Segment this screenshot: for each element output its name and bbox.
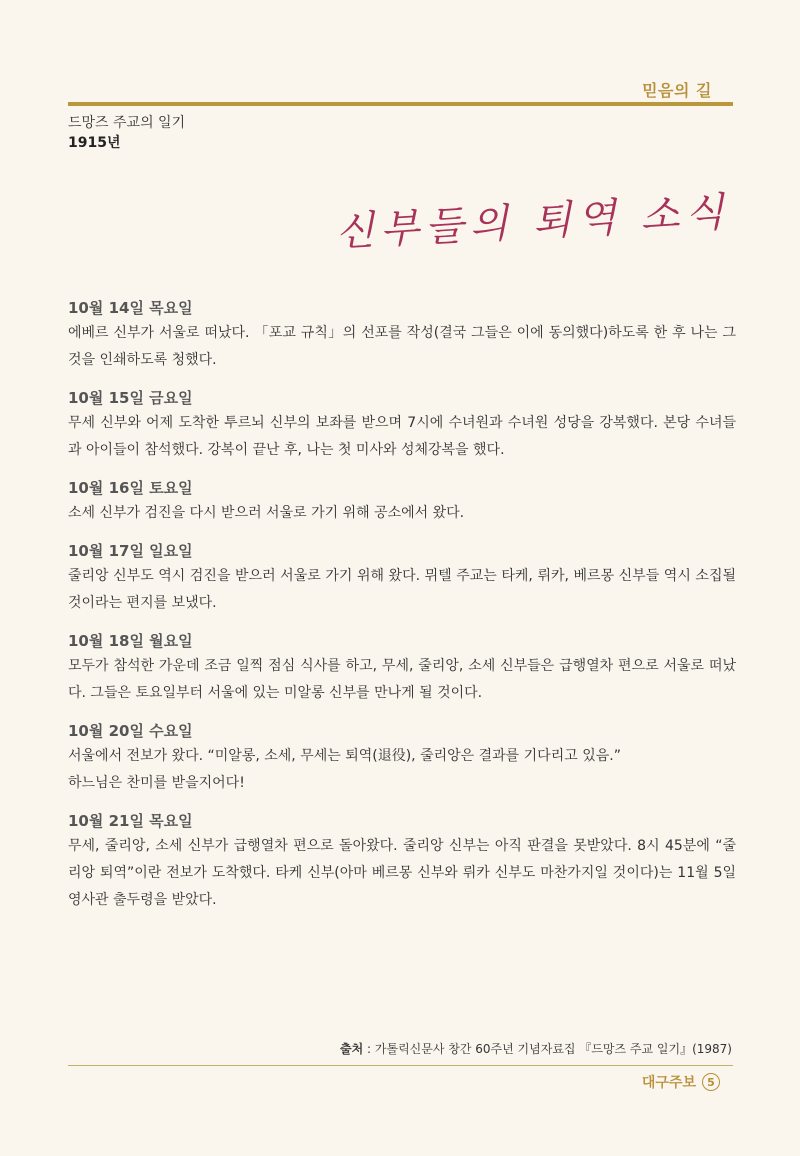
entry-text: 무세, 줄리앙, 소세 신부가 급행열차 편으로 돌아왔다. 줄리앙 신부는 아직 판결을 못받았다. 8시 45분에 “줄리앙 퇴역”이란 전보가 도착했다. 타케 신부(아마 베르몽 신부와 뤼카 신부도 마찬가지일 것이다)는 11월 5일 영사관 출두령을 받았다.	[68, 838, 736, 908]
diary-entry	[68, 719, 736, 797]
entry-date: 10월 21일 목요일	[68, 812, 193, 830]
top-rule	[68, 102, 733, 106]
year-label: 1915년	[68, 135, 121, 151]
publication-name: 대구주보	[641, 1075, 696, 1091]
entry-text: 에베르 신부가 서울로 떠났다. 「포교 규칙」의 선포를 작성(결국 그들은 이에 동의했다)하도록 한 후 나는 그것을 인쇄하도록 청했다.	[68, 325, 736, 368]
entry-date: 10월 18일 월요일	[68, 632, 193, 650]
series-title: 드망즈 주교의 일기	[68, 115, 186, 131]
entry-date: 10월 14일 목요일	[68, 299, 193, 317]
headline: 신부들의 퇴역 소식	[334, 189, 732, 256]
diary-entries	[68, 296, 736, 926]
entry-date: 10월 16일 토요일	[68, 479, 193, 497]
diary-entry	[68, 539, 736, 617]
entry-text: 줄리앙 신부도 역시 검진을 받으러 서울로 가기 위해 왔다. 뮈텔 주교는 타케, 뤼카, 베르몽 신부들 역시 소집될 것이라는 편지를 보냈다.	[68, 568, 736, 611]
source-citation	[340, 1040, 732, 1057]
entry-text: 소세 신부가 검진을 다시 받으러 서울로 가기 위해 공소에서 왔다.	[68, 505, 465, 521]
entry-text: 서울에서 전보가 왔다. “미알롱, 소세, 무세는 퇴역(退役), 줄리앙은 결과를 기다리고 있음.”	[68, 748, 621, 764]
bottom-rule	[68, 1065, 733, 1066]
source-text: : 가톨릭신문사 창간 60주년 기념자료집 『드망즈 주교 일기』(1987)	[363, 1042, 732, 1056]
entry-date: 10월 17일 일요일	[68, 542, 193, 560]
diary-entry	[68, 296, 736, 374]
entry-date: 10월 20일 수요일	[68, 722, 193, 740]
diary-entry	[68, 386, 736, 464]
page-number: 5	[702, 1073, 720, 1091]
section-label: 믿음의 길	[642, 81, 712, 100]
diary-entry	[68, 476, 736, 527]
entry-text: 하느님은 찬미를 받을지어다!	[68, 775, 245, 791]
diary-entry	[68, 809, 736, 914]
diary-entry	[68, 629, 736, 707]
entry-text: 무세 신부와 어제 도착한 투르뇌 신부의 보좌를 받으며 7시에 수녀원과 수녀원 성당을 강복했다. 본당 수녀들과 아이들이 참석했다. 강복이 끝난 후, 나는 첫 미사와 성체강복을 했다.	[68, 415, 736, 458]
source-label: 출처	[340, 1042, 364, 1056]
entry-date: 10월 15일 금요일	[68, 389, 193, 407]
footer	[642, 1072, 720, 1092]
entry-text: 모두가 참석한 가운데 조금 일찍 점심 식사를 하고, 무세, 줄리앙, 소세 신부들은 급행열차 편으로 서울로 떠났다. 그들은 토요일부터 서울에 있는 미알롱 신부를 만나게 될 것이다.	[68, 658, 736, 701]
